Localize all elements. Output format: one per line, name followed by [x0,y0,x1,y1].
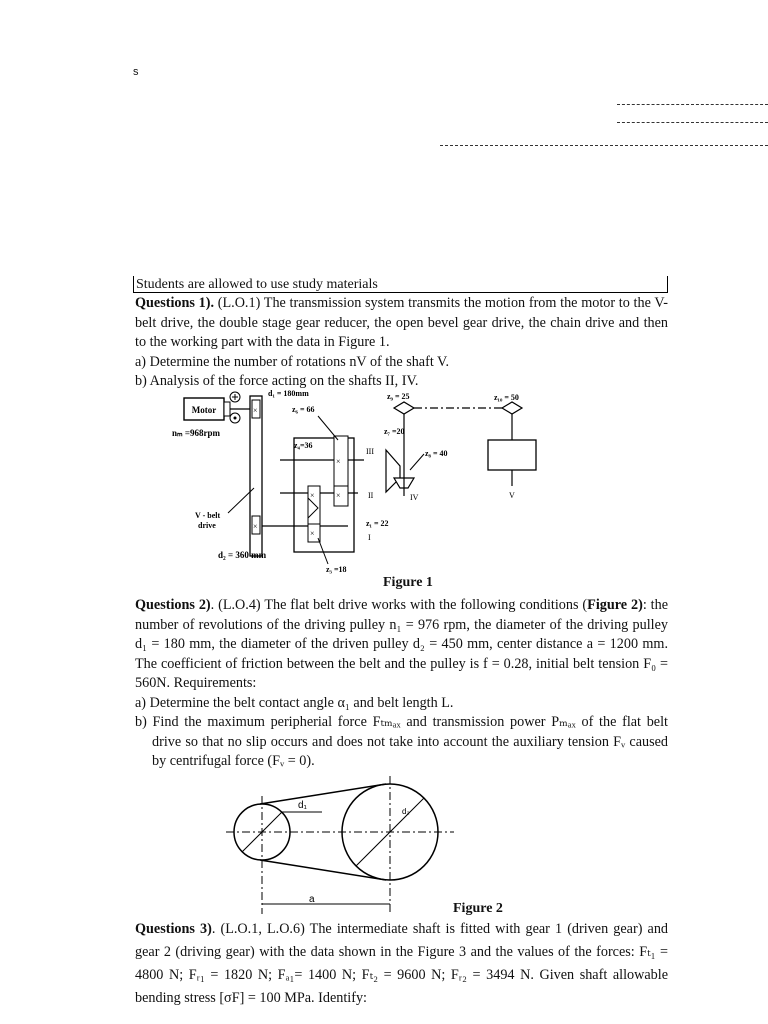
answer-blank-line-1 [617,104,768,105]
q3-title: Questions 3) [135,921,212,937]
shaft-III-label: III [366,447,374,456]
shaft-IV-label: IV [410,493,419,502]
shaft-V-label: V [509,491,515,500]
svg-text:×: × [310,529,315,538]
q1-part-b: b) Analysis of the force acting on the shafts II, IV. [135,373,419,389]
question-1 [135,294,668,392]
d1-label: d₁ = 180mm [268,389,309,398]
q1-part-a: a) Determine the number of rotations nV of the shaft V. [135,353,450,370]
q2-part-a: a) Determine the belt contact angle α₁ and belt length L. [135,694,454,711]
z10-label: z₁₀ = 50 [494,393,519,402]
shaft-I-label: I [368,533,371,542]
q3-lo: . (L.O.1, L.O.6) [211,921,305,937]
q2-text-1: The flat belt drive works with the following conditions ( [264,597,588,613]
corner-mark: s [133,66,139,78]
svg-text:×: × [253,522,258,531]
figure-2-d1-label: d₁ [298,800,307,811]
z6-label: z₆ = 66 [292,405,315,414]
vbelt-label-1: V - belt [195,511,221,520]
svg-text:×: × [336,457,341,466]
answer-blank-line-3 [440,145,768,146]
figure-2-diagram [226,776,458,916]
z1-label: z₁ = 22 [366,519,389,528]
figure-2-d2-label: d₂ [402,807,410,816]
notice-box: Students are allowed to use study materials [133,276,668,293]
q1-title: Questions 1). [135,295,215,311]
q3-text: The intermediate shaft is fitted with gear 1 (driven gear) and gear 2 (driving gear) with the data shown in the Figure 3 and the values of the forces: Fₜ₁ = 4800 N; Fᵣ₁ = 1820 N; Fₐ₁= 1400 N; Fₜ₂ = 9600 N; Fᵣ₂ = 3494 N. Given shaft allowable bending stress [σF] = 100 MPa. Identify: [135,921,669,1006]
d2-label: d₂ = 360 mm [218,550,267,560]
q1-lo: (L.O.1) [217,295,261,311]
svg-text:×: × [310,491,315,500]
q1-text: The transmission system transmits the motion from the motor to the V-belt drive, the double stage gear reducer, the open bevel gear drive, the chain drive and then to the working part with the data in Figure 1. [135,295,669,350]
z8-label: z₈ = 40 [425,449,448,458]
q2-part-b: b) Find the maximum peripherial force Fₜₘₐₓ and transmission power Pₘₐₓ of the flat belt drive so that no slip occurs and does not take into account the auxiliary tension Fᵥ caused by centrifugal force (Fᵥ = 0). [135,714,668,769]
motor-label: Motor [191,405,217,415]
nm-label: nₘ =968rpm [172,428,220,438]
q2-text-2: : the number of revolutions of the driving pulley n₁ = 976 rpm, the diameter of the driving pulley d₁ = 180 mm, the diameter of the driven pulley d₂ = 450 mm, center distance a = 1200 mm. The coefficient of friction between the belt and the pulley is f = 0.28, initial belt tension F₀ = 560N. Requirements: [135,597,669,691]
q2-figure-ref: Figure 2) [587,597,643,613]
question-2 [135,596,668,772]
figure-1-diagram [168,388,548,576]
q2-title: Questions 2) [135,597,211,613]
vbelt-label-2: drive [198,521,216,530]
q2-lo: . (L.O.4) [210,597,261,613]
figure-2-a-label: a [309,894,315,905]
figure-1-caption: Figure 1 [383,575,433,590]
z4-label: z₄=36 [294,441,313,450]
z3-label: z₃ =18 [326,565,347,574]
z9-label: z₉ = 25 [387,392,410,401]
svg-text:×: × [253,406,258,415]
figure-2-caption: Figure 2 [453,901,503,916]
question-3 [135,918,668,1010]
answer-blank-line-2 [617,122,768,123]
shaft-II-label: II [368,491,374,500]
z7-label: z₇ =20 [384,427,405,436]
svg-text:×: × [336,491,341,500]
